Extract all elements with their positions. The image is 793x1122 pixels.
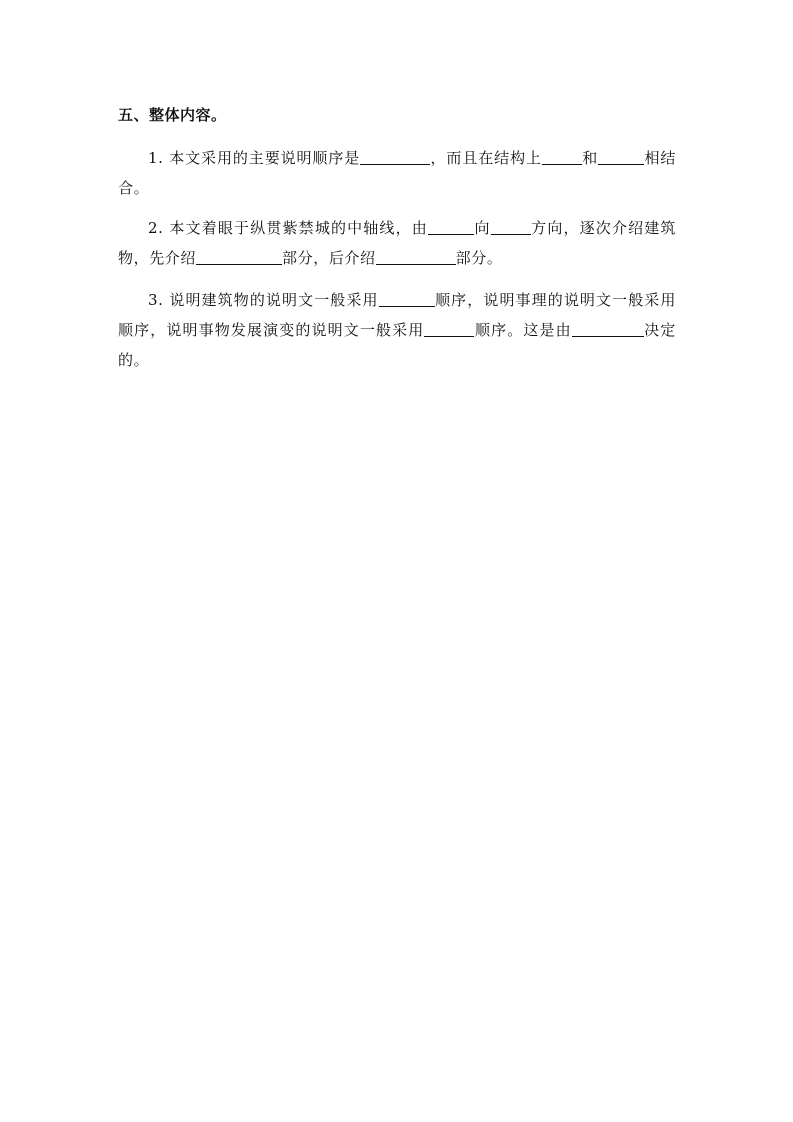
answer-blank-6[interactable] (196, 248, 282, 265)
question-3 (118, 285, 676, 375)
answer-blank-1[interactable] (360, 148, 430, 165)
answer-blank-9[interactable] (424, 320, 474, 337)
question-2-text-1: 2. 本文着眼于纵贯紫禁城的中轴线，由 (148, 219, 428, 237)
question-1-text-2: ，而且在结构上 (430, 149, 542, 167)
question-1-text-3: 和 (581, 149, 599, 167)
question-2-text-5: 部分。 (455, 249, 503, 267)
question-2-text-2: 向 (473, 219, 491, 237)
section-title: 五、整体内容。 (118, 106, 227, 124)
answer-blank-4[interactable] (428, 218, 474, 235)
question-2-text-3: 方向，逐次介绍建筑物，先介绍 (118, 219, 677, 267)
answer-blank-7[interactable] (376, 248, 456, 265)
question-3-text-5: 决定的。 (118, 321, 676, 369)
question-3-text-2: 顺序，说明事理的说明文一般采用 (434, 291, 676, 309)
question-2 (118, 213, 676, 273)
question-3-text-3: 顺序，说明事物发展演变的说明文一般采用 (118, 321, 425, 339)
question-3-text-1: 3. 说明建筑物的说明文一般采用 (148, 291, 379, 309)
answer-blank-5[interactable] (491, 218, 531, 235)
question-1-text-1: 1. 本文采用的主要说明顺序是 (148, 149, 361, 167)
answer-blank-3[interactable] (598, 148, 644, 165)
answer-blank-10[interactable] (572, 320, 644, 337)
question-2-text-4: 部分，后介绍 (282, 249, 376, 267)
question-1-text-4: 相结合。 (118, 149, 676, 197)
answer-blank-8[interactable] (379, 290, 435, 307)
question-3-text-4: 顺序。这是由 (474, 321, 572, 339)
question-1 (118, 143, 676, 203)
answer-blank-2[interactable] (542, 148, 582, 165)
